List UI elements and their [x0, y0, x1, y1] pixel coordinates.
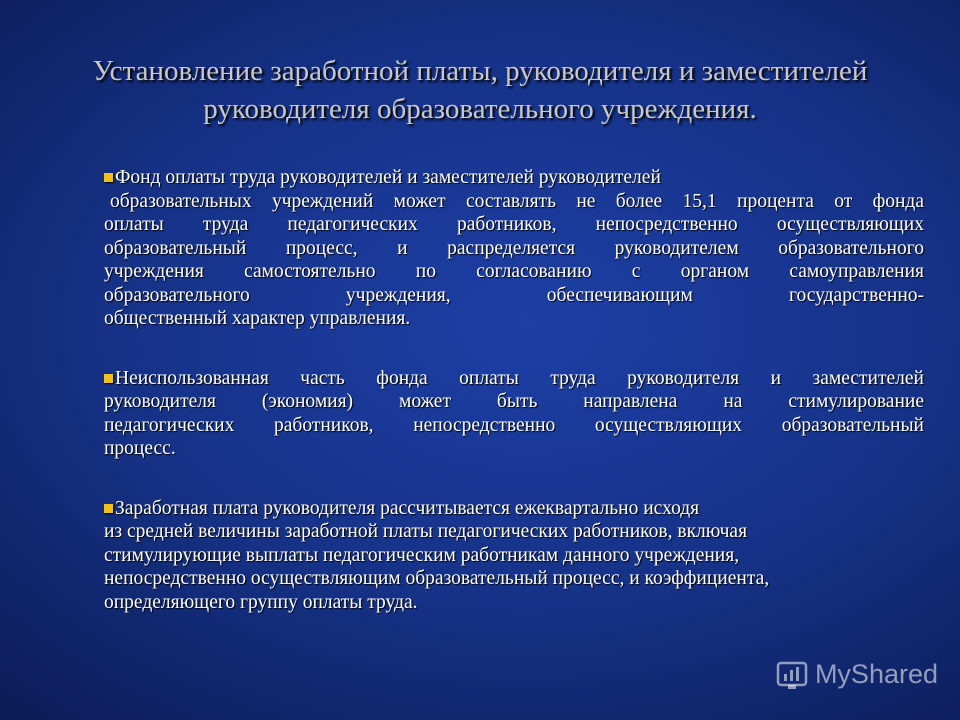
bullet-item [104, 497, 924, 615]
bullet-marker-icon [104, 173, 113, 182]
bullet-text-line: образовательного учреждения, обеспечивающим государственно- [104, 284, 924, 306]
title-line: руководителя образовательного учреждения. [203, 93, 757, 125]
bullet-item [104, 367, 924, 461]
bullet-text-line: образовательный процесс, и распределяется руководителем образовательного [104, 237, 924, 259]
bullet-list [104, 166, 924, 650]
bullet-text-line: учреждения самостоятельно по согласованию с органом самоуправления [104, 261, 924, 282]
bullet-text-line: образовательных учреждений может составлять не более 15,1 процента от фонда [110, 190, 924, 212]
bullet-text-line: непосредственно осуществляющим образовательный процесс, и коэффициента, [104, 568, 770, 589]
slide-title [40, 52, 920, 128]
bullet-item [104, 166, 924, 331]
bullet-text-line: оплаты труда педагогических работников, непосредственно осуществляющих [104, 214, 924, 235]
bullet-text-line: процесс. [104, 438, 176, 459]
watermark-text: MyShared [814, 658, 938, 689]
bullet-text-line: общественный характер управления. [104, 308, 411, 329]
bullet-text-line: Заработная плата руководителя рассчитывается ежеквартально исходя [115, 497, 700, 519]
bullet-marker-icon [104, 374, 113, 383]
title-line: Установление заработной платы, руководителя и заместителей [92, 55, 868, 87]
bullet-text-line: определяющего группу оплаты труда. [104, 591, 418, 613]
bullet-marker-icon [104, 504, 113, 513]
bullet-text-line: Неиспользованная часть фонда оплаты труда руководителя и заместителей [115, 367, 924, 389]
bullet-text-line: педагогических работников, непосредственно осуществляющих образовательный [104, 414, 924, 436]
bullet-text-line: руководителя (экономия) может быть направлена на стимулирование [104, 391, 924, 412]
myshared-watermark [775, 656, 938, 692]
bullet-text-line: из средней величины заработной платы педагогических работников, включая [104, 521, 748, 542]
myshared-logo-icon [775, 657, 809, 691]
bullet-text-line: Фонд оплаты труда руководителей и заместителей руководителей [115, 167, 661, 188]
bullet-text-line: стимулирующие выплаты педагогическим работникам данного учреждения, [104, 544, 740, 566]
